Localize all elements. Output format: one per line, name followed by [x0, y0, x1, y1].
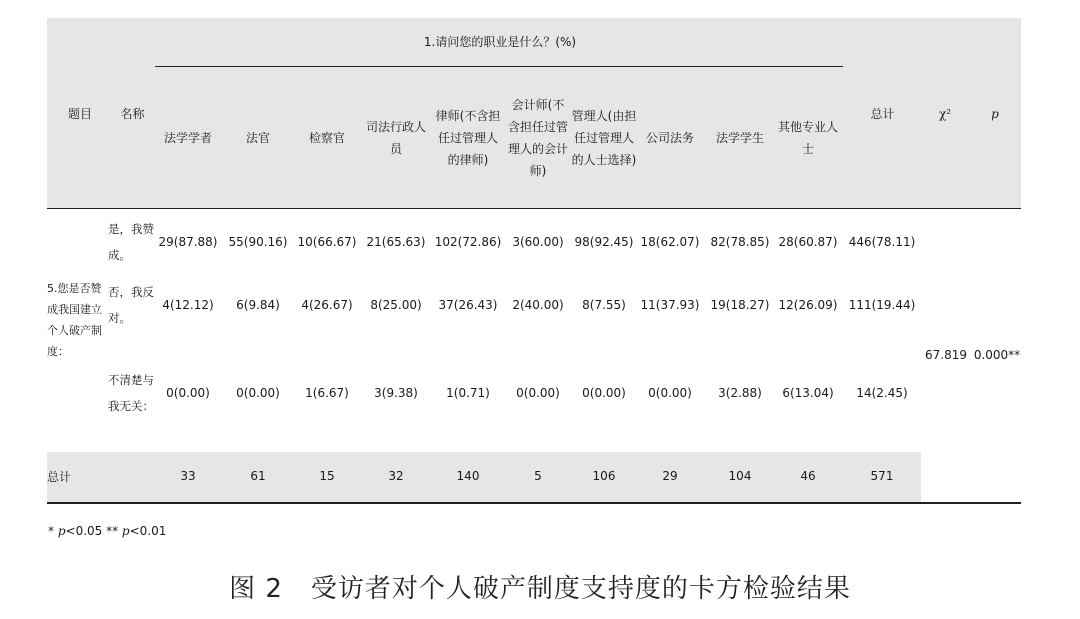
header-bottom-rule [47, 208, 1021, 209]
topic-header: 题目 [67, 107, 92, 121]
row-label-2: 否，我反对。 [108, 285, 154, 325]
name-header: 名称 [120, 107, 145, 121]
cell-r2-c1: 4(12.12) [162, 298, 214, 312]
cell-total-c8: 29 [662, 469, 678, 483]
p-header: p [991, 107, 999, 121]
cell-r1-c8: 18(62.07) [640, 235, 700, 249]
cell-r3-c3: 1(6.67) [305, 386, 349, 400]
chi-square-header: χ² [938, 107, 952, 121]
cell-r1-c5: 102(72.86) [434, 235, 502, 249]
cell-r3-c5: 1(0.71) [446, 386, 490, 400]
figure-title: 受访者对个人破产制度支持度的卡方检验结果 [310, 574, 851, 604]
cell-r1-c9: 82(78.85) [710, 235, 770, 249]
figure-caption [0, 568, 1080, 605]
cell-r1-c1: 29(87.88) [158, 235, 218, 249]
column-header-2: 法官 [245, 131, 270, 145]
column-header-10: 其他专业人士 [777, 120, 838, 156]
question-label: 5.您是否赞成我国建立个人破产制度： [47, 282, 102, 358]
column-header-5: 律师(不含担任过管理人的律师) [435, 109, 501, 167]
cell-r3-c6: 0(0.00) [516, 386, 560, 400]
column-header-3: 检察官 [308, 131, 345, 145]
cell-r1-c2: 55(90.16) [228, 235, 288, 249]
row-label-1: 是，我赞成。 [108, 222, 154, 262]
cell-r3-c7: 0(0.00) [582, 386, 626, 400]
column-header-6: 会计师(不含担任过管理人的会计师) [507, 98, 568, 178]
cell-r3-c10: 6(13.04) [782, 386, 834, 400]
column-header-8: 公司法务 [645, 131, 694, 145]
cell-total-c6: 5 [534, 469, 542, 483]
cell-total-total: 571 [870, 469, 894, 483]
chi-square-value: 67.819 [925, 348, 967, 362]
cell-r3-c9: 3(2.88) [718, 386, 762, 400]
row-label-3: 不清楚与我无关： [108, 373, 154, 413]
cell-r2-c3: 4(26.67) [301, 298, 353, 312]
cell-total-c2: 61 [250, 469, 266, 483]
group-header-rule [155, 66, 843, 67]
cell-r3-c4: 3(9.38) [374, 386, 418, 400]
cell-r3-c2: 0(0.00) [236, 386, 280, 400]
total-header: 总计 [870, 107, 895, 121]
cell-r3-c8: 0(0.00) [648, 386, 692, 400]
cell-r2-c7: 8(7.55) [582, 298, 626, 312]
cell-total-c1: 33 [180, 469, 196, 483]
cell-r3-total: 14(2.45) [856, 386, 908, 400]
cell-r1-c7: 98(92.45) [574, 235, 634, 249]
cell-r3-c1: 0(0.00) [166, 386, 210, 400]
cell-r2-c4: 8(25.00) [370, 298, 422, 312]
cell-r1-c10: 28(60.87) [778, 235, 838, 249]
cell-total-c7: 106 [592, 469, 616, 483]
cell-r2-c9: 19(18.27) [710, 298, 770, 312]
cell-r1-total: 446(78.11) [848, 235, 916, 249]
footnote-p2: p [121, 524, 130, 538]
cell-r2-c8: 11(37.93) [640, 298, 700, 312]
cell-r1-c3: 10(66.67) [297, 235, 357, 249]
cell-r1-c4: 21(65.63) [366, 235, 426, 249]
figure-label: 图 2 [229, 574, 283, 604]
cell-total-c4: 32 [388, 469, 404, 483]
cell-total-c3: 15 [319, 469, 335, 483]
footnote-star: * [48, 524, 58, 538]
cell-r2-total: 111(19.44) [848, 298, 916, 312]
column-header-9: 法学学生 [715, 131, 764, 145]
cell-total-c10: 46 [800, 469, 816, 483]
cell-r1-c6: 3(60.00) [512, 235, 564, 249]
footnote-p1: p [57, 524, 66, 538]
total-row-label: 总计 [47, 470, 72, 484]
p-value: 0.000** [973, 348, 1021, 362]
group-title: 1.请问您的职业是什么？(%) [423, 35, 577, 49]
footnote-t1: <0.05 ** [65, 524, 122, 538]
cell-r2-c10: 12(26.09) [778, 298, 838, 312]
footnote-t2: <0.01 [129, 524, 167, 538]
cell-total-c9: 104 [728, 469, 752, 483]
cell-r2-c5: 37(26.43) [438, 298, 498, 312]
cell-r2-c6: 2(40.00) [512, 298, 564, 312]
column-header-1: 法学学者 [163, 131, 212, 145]
column-header-7: 管理人(由担任过管理人的人士选择) [571, 109, 637, 167]
cell-r2-c2: 6(9.84) [236, 298, 280, 312]
cell-total-c5: 140 [456, 469, 480, 483]
column-header-4: 司法行政人员 [365, 120, 426, 156]
footnote [48, 524, 166, 538]
table-bottom-rule [47, 502, 1021, 504]
